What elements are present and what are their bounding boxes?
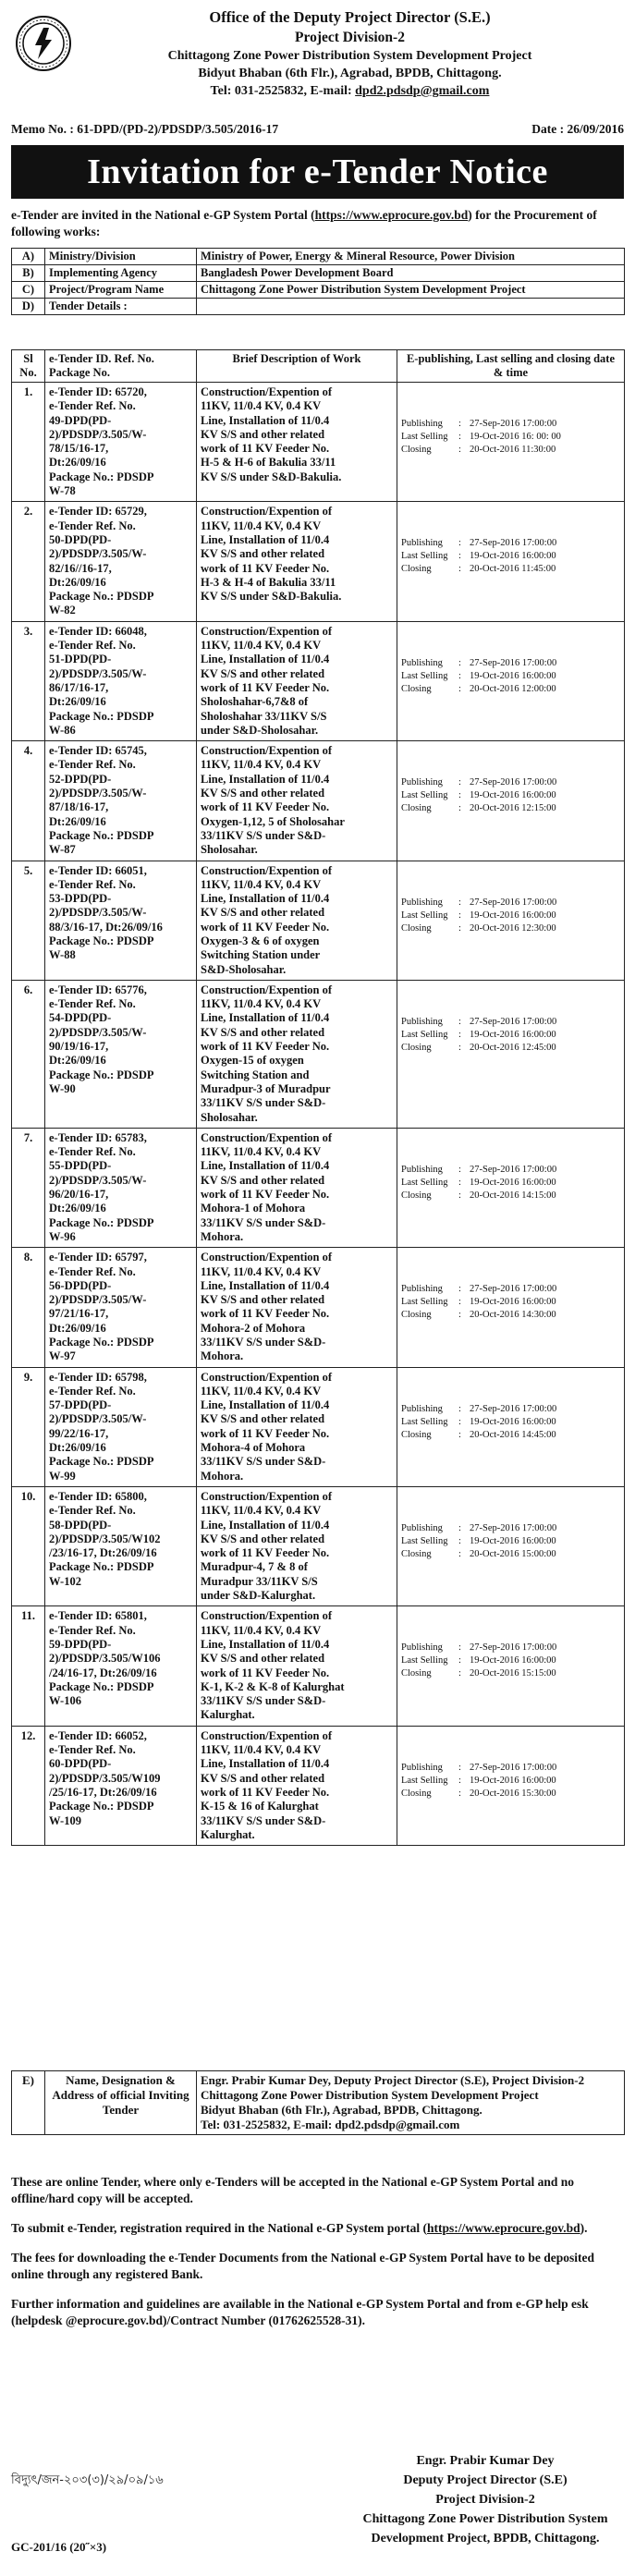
schedule-label: Publishing bbox=[401, 657, 443, 668]
schedule-value: 27-Sep-2016 17:00:00 bbox=[470, 419, 557, 429]
tender-schedule bbox=[397, 1606, 625, 1726]
schedule-last-selling bbox=[401, 1296, 620, 1309]
schedule-separator: : bbox=[458, 790, 461, 801]
schedule-value: 19-Oct-2016 16:00:00 bbox=[470, 551, 556, 562]
signatory-name: Engr. Prabir Kumar Dey bbox=[416, 2454, 555, 2468]
schedule-last-selling bbox=[401, 1029, 620, 1042]
col-header-ref: e-Tender ID. Ref. No. Package No. bbox=[45, 350, 197, 383]
tender-schedule bbox=[397, 1248, 625, 1367]
schedule-label: Closing bbox=[401, 1042, 432, 1053]
schedule-label: Publishing bbox=[401, 1762, 443, 1773]
info-table-body bbox=[12, 249, 625, 315]
info-key: B) bbox=[12, 265, 45, 282]
handwritten-ref-note: বিদ্যুৎ/জন-২০৩(৩)/২৯/০৯/১৬ bbox=[11, 2473, 164, 2487]
schedule-last-selling bbox=[401, 789, 620, 802]
tender-row bbox=[12, 861, 625, 980]
schedule-value: 19-Oct-2016 16:00:00 bbox=[470, 790, 556, 801]
tender-sl: 7. bbox=[12, 1128, 45, 1247]
schedule-label: Closing bbox=[401, 564, 432, 575]
schedule-separator: : bbox=[458, 445, 461, 455]
note-helpdesk: Further information and guidelines are available in the National e-GP System Portal and from e-GP help esk (helpdesk @eprocure.gov.bd)/Contract Number (01762625528-31). bbox=[11, 2297, 589, 2327]
schedule-last-selling bbox=[401, 1416, 620, 1429]
note-registration-end: ). bbox=[580, 2221, 588, 2235]
tender-row bbox=[12, 621, 625, 740]
schedule-label: Closing bbox=[401, 1310, 432, 1321]
schedule-publishing bbox=[401, 1283, 620, 1296]
schedule-separator: : bbox=[458, 1403, 461, 1414]
tender-row bbox=[12, 502, 625, 621]
schedule-closing bbox=[401, 922, 620, 935]
schedule-label: Publishing bbox=[401, 1016, 443, 1027]
tender-sl: 12. bbox=[12, 1726, 45, 1845]
tender-sl: 5. bbox=[12, 861, 45, 980]
schedule-publishing bbox=[401, 418, 620, 431]
schedule-publishing bbox=[401, 1522, 620, 1535]
schedule-closing bbox=[401, 1309, 620, 1322]
schedule-label: Closing bbox=[401, 683, 432, 694]
schedule-value: 19-Oct-2016 16: 00: 00 bbox=[470, 432, 561, 442]
note-registration-link[interactable]: https://www.eprocure.gov.bd bbox=[427, 2221, 580, 2235]
tender-schedule bbox=[397, 741, 625, 861]
schedule-label: Publishing bbox=[401, 419, 443, 429]
tender-ref: e-Tender ID: 65729, e-Tender Ref. No. 50-DPD(PD- 2)/PDSDP/3.505/W- 82/16//16-17, Dt:26/09/16 Package No.: PDSDP W-82 bbox=[45, 502, 197, 621]
office-email: dpd2.pdsdp@gmail.com bbox=[355, 84, 490, 98]
schedule-closing bbox=[401, 1190, 620, 1203]
tender-row bbox=[12, 1367, 625, 1486]
info-label: Tender Details : bbox=[45, 299, 197, 315]
info-label: Ministry/Division bbox=[45, 249, 197, 265]
schedule-separator: : bbox=[458, 670, 461, 681]
project-name: Chittagong Zone Power Distribution System Development Project bbox=[167, 49, 532, 63]
schedule-value: 27-Sep-2016 17:00:00 bbox=[470, 1642, 557, 1654]
tender-description: Construction/Expention of 11KV, 11/0.4 KV, 0.4 KV Line, Installation of 11/0.4 KV S/S and other related work of 11 KV Feeder No. K-15 & 16 of Kalurghat 33/11KV S/S under S&D- Kalurghat. bbox=[197, 1726, 397, 1845]
info-key: D) bbox=[12, 299, 45, 315]
tender-ref: e-Tender ID: 66052, e-Tender Ref. No. 60-DPD(PD- 2)/PDSDP/3.505/W109 /25/16-17, Dt:26/09/16 Package No.: PDSDP W-109 bbox=[45, 1726, 197, 1845]
schedule-label: Closing bbox=[401, 922, 432, 934]
bpdb-logo-icon bbox=[15, 15, 72, 72]
schedule-separator: : bbox=[458, 1788, 461, 1799]
tender-description: Construction/Expention of 11KV, 11/0.4 KV, 0.4 KV Line, Installation of 11/0.4 KV S/S and other related work of 11 KV Feeder No. K-1, K-2 & K-8 of Kalurghat 33/11KV S/S under S&D- Kalurghat. bbox=[197, 1606, 397, 1726]
schedule-value: 20-Oct-2016 11:45:00 bbox=[470, 564, 556, 575]
schedule-closing bbox=[401, 1667, 620, 1680]
schedule-separator: : bbox=[458, 1429, 461, 1440]
schedule-label: Closing bbox=[401, 1190, 432, 1201]
info-key: C) bbox=[12, 282, 45, 299]
schedule-separator: : bbox=[458, 1297, 461, 1308]
schedule-last-selling bbox=[401, 431, 620, 444]
schedule-value: 20-Oct-2016 14:30:00 bbox=[470, 1310, 556, 1321]
schedule-label: Publishing bbox=[401, 1642, 443, 1654]
tender-ref: e-Tender ID: 65801, e-Tender Ref. No. 59-DPD(PD- 2)/PDSDP/3.505/W106 /24/16-17, Dt:26/09/16 Package No.: PDSDP W-106 bbox=[45, 1606, 197, 1726]
schedule-last-selling bbox=[401, 1535, 620, 1548]
official-details bbox=[197, 2071, 625, 2135]
schedule-separator: : bbox=[458, 1762, 461, 1773]
division-name: Project Division-2 bbox=[295, 30, 405, 45]
eprocure-link[interactable]: https://www.eprocure.gov.bd bbox=[314, 208, 469, 222]
note-registration-text: To submit e-Tender, registration required in the National e-GP System portal ( bbox=[11, 2221, 428, 2235]
schedule-last-selling bbox=[401, 670, 620, 683]
schedule-value: 27-Sep-2016 17:00:00 bbox=[470, 1522, 557, 1533]
info-row bbox=[12, 249, 625, 265]
schedule-closing bbox=[401, 1788, 620, 1801]
tender-ref: e-Tender ID: 65797, e-Tender Ref. No. 56-DPD(PD- 2)/PDSDP/3.505/W- 97/21/16-17, Dt:26/09/16 Package No.: PDSDP W-97 bbox=[45, 1248, 197, 1367]
tender-description: Construction/Expention of 11KV, 11/0.4 KV, 0.4 KV Line, Installation of 11/0.4 KV S/S and other related work of 11 KV Feeder No. Mohora-4 of Mohora 33/11KV S/S under S&D- Mohora. bbox=[197, 1367, 397, 1486]
signatory-project-1: Chittagong Zone Power Distribution System bbox=[362, 2512, 608, 2526]
schedule-value: 27-Sep-2016 17:00:00 bbox=[470, 1016, 557, 1027]
schedule-label: Publishing bbox=[401, 538, 443, 549]
tender-description: Construction/Expention of 11KV, 11/0.4 KV, 0.4 KV Line, Installation of 11/0.4 KV S/S and other related work of 11 KV Feeder No. Oxygen-15 of oxygen Switching Station and Muradpur-3 of Muradpur 33/11KV S/S under S&D- Sholosahar. bbox=[197, 980, 397, 1128]
schedule-value: 27-Sep-2016 17:00:00 bbox=[470, 1762, 557, 1773]
schedule-value: 20-Oct-2016 12:15:00 bbox=[470, 803, 556, 814]
info-label: Implementing Agency bbox=[45, 265, 197, 282]
schedule-separator: : bbox=[458, 564, 461, 575]
tender-description: Construction/Expention of 11KV, 11/0.4 KV, 0.4 KV Line, Installation of 11/0.4 KV S/S and other related work of 11 KV Feeder No. Mohora-1 of Mohora 33/11KV S/S under S&D- Mohora. bbox=[197, 1128, 397, 1247]
official-line-4: Tel: 031-2525832, E-mail: dpd2.pdsdp@gmail.com bbox=[201, 2118, 460, 2131]
schedule-value: 19-Oct-2016 16:00:00 bbox=[470, 1029, 556, 1040]
tender-description: Construction/Expention of 11KV, 11/0.4 KV, 0.4 KV Line, Installation of 11/0.4 KV S/S and other related work of 11 KV Feeder No. Sholoshahar-6,7&8 of Sholoshahar 33/11KV S/S under S&D-Sholosahar. bbox=[197, 621, 397, 740]
schedule-label: Last Selling bbox=[401, 1775, 448, 1786]
tender-ref: e-Tender ID: 65745, e-Tender Ref. No. 52-DPD(PD- 2)/PDSDP/3.505/W- 87/18/16-17, Dt:26/09/16 Package No.: PDSDP W-87 bbox=[45, 741, 197, 861]
tender-schedule bbox=[397, 980, 625, 1128]
schedule-separator: : bbox=[458, 910, 461, 921]
schedule-separator: : bbox=[458, 538, 461, 549]
schedule-value: 19-Oct-2016 16:00:00 bbox=[470, 1775, 556, 1786]
tender-schedule bbox=[397, 502, 625, 621]
schedule-last-selling bbox=[401, 550, 620, 563]
col-header-desc: Brief Description of Work bbox=[197, 350, 397, 383]
schedule-separator: : bbox=[458, 1655, 461, 1666]
schedule-separator: : bbox=[458, 1535, 461, 1546]
official-key: E) bbox=[12, 2071, 45, 2135]
tender-row bbox=[12, 383, 625, 502]
schedule-label: Last Selling bbox=[401, 790, 448, 801]
schedule-label: Last Selling bbox=[401, 1535, 448, 1546]
tender-schedule bbox=[397, 861, 625, 980]
schedule-separator: : bbox=[458, 897, 461, 908]
schedule-separator: : bbox=[458, 419, 461, 429]
schedule-separator: : bbox=[458, 551, 461, 562]
schedule-value: 20-Oct-2016 12:45:00 bbox=[470, 1042, 556, 1053]
schedule-last-selling bbox=[401, 1654, 620, 1667]
schedule-publishing bbox=[401, 1642, 620, 1654]
tender-row bbox=[12, 980, 625, 1128]
office-header bbox=[11, 7, 624, 122]
schedule-label: Closing bbox=[401, 1429, 432, 1440]
info-row bbox=[12, 265, 625, 282]
schedule-separator: : bbox=[458, 922, 461, 934]
official-label: Name, Designation & Address of official Inviting Tender bbox=[45, 2071, 197, 2135]
schedule-value: 27-Sep-2016 17:00:00 bbox=[470, 1403, 557, 1414]
info-key: A) bbox=[12, 249, 45, 265]
schedule-value: 27-Sep-2016 17:00:00 bbox=[470, 777, 557, 788]
schedule-label: Publishing bbox=[401, 1403, 443, 1414]
schedule-separator: : bbox=[458, 803, 461, 814]
schedule-label: Last Selling bbox=[401, 910, 448, 921]
schedule-separator: : bbox=[458, 777, 461, 788]
info-value: Bangladesh Power Development Board bbox=[197, 265, 625, 282]
signatory-division: Project Division-2 bbox=[435, 2493, 535, 2507]
header-text bbox=[76, 7, 624, 100]
schedule-closing bbox=[401, 802, 620, 815]
schedule-label: Last Selling bbox=[401, 1029, 448, 1040]
schedule-closing bbox=[401, 683, 620, 696]
schedule-value: 20-Oct-2016 15:00:00 bbox=[470, 1548, 556, 1559]
info-value bbox=[197, 299, 625, 315]
schedule-separator: : bbox=[458, 1522, 461, 1533]
schedule-separator: : bbox=[458, 1310, 461, 1321]
signatory-title: Deputy Project Director (S.E) bbox=[403, 2473, 568, 2487]
tender-row bbox=[12, 1128, 625, 1247]
tender-sl: 8. bbox=[12, 1248, 45, 1367]
schedule-label: Publishing bbox=[401, 897, 443, 908]
tender-sl: 3. bbox=[12, 621, 45, 740]
tender-ref: e-Tender ID: 65783, e-Tender Ref. No. 55-DPD(PD- 2)/PDSDP/3.505/W- 96/20/16-17, Dt:26/09/16 Package No.: PDSDP W-96 bbox=[45, 1128, 197, 1247]
schedule-separator: : bbox=[458, 1642, 461, 1654]
schedule-value: 20-Oct-2016 15:30:00 bbox=[470, 1788, 556, 1799]
gc-number: GC-201/16 (20˝×3) bbox=[11, 2540, 107, 2554]
tender-sl: 6. bbox=[12, 980, 45, 1128]
schedule-label: Publishing bbox=[401, 1164, 443, 1175]
note-fees: The fees for downloading the e-Tender Documents from the National e-GP System Portal have to be deposited online through any registered Bank. bbox=[11, 2251, 594, 2281]
office-tel: Tel: 031-2525832, E-mail: bbox=[210, 84, 356, 98]
tender-sl: 1. bbox=[12, 383, 45, 502]
schedule-label: Publishing bbox=[401, 777, 443, 788]
schedule-value: 19-Oct-2016 16:00:00 bbox=[470, 670, 556, 681]
schedule-label: Publishing bbox=[401, 1284, 443, 1295]
schedule-separator: : bbox=[458, 432, 461, 442]
schedule-value: 27-Sep-2016 17:00:00 bbox=[470, 1284, 557, 1295]
schedule-value: 27-Sep-2016 17:00:00 bbox=[470, 657, 557, 668]
info-row bbox=[12, 282, 625, 299]
schedule-label: Last Selling bbox=[401, 1416, 448, 1427]
intro-before: e-Tender are invited in the National e-GP System Portal ( bbox=[11, 208, 315, 222]
tender-row bbox=[12, 1248, 625, 1367]
schedule-value: 27-Sep-2016 17:00:00 bbox=[470, 1164, 557, 1175]
schedule-value: 19-Oct-2016 16:00:00 bbox=[470, 1416, 556, 1427]
tender-ref: e-Tender ID: 65720, e-Tender Ref. No. 49-DPD(PD- 2)/PDSDP/3.505/W- 78/15/16-17, Dt:26/09/16 Package No.: PDSDP W-78 bbox=[45, 383, 197, 502]
official-line-3: Bidyut Bhaban (6th Flr.), Agrabad, BPDB, Chittagong. bbox=[201, 2103, 482, 2117]
schedule-label: Closing bbox=[401, 803, 432, 814]
info-value: Chittagong Zone Power Distribution System Development Project bbox=[197, 282, 625, 299]
schedule-label: Last Selling bbox=[401, 432, 448, 442]
schedule-label: Closing bbox=[401, 1668, 432, 1679]
tender-sl: 11. bbox=[12, 1606, 45, 1726]
tender-row bbox=[12, 741, 625, 861]
info-table bbox=[11, 248, 625, 315]
schedule-separator: : bbox=[458, 1284, 461, 1295]
tender-table-header bbox=[12, 350, 625, 383]
schedule-publishing bbox=[401, 1016, 620, 1029]
schedule-separator: : bbox=[458, 683, 461, 694]
notes-section bbox=[11, 2174, 624, 2342]
schedule-publishing bbox=[401, 1762, 620, 1775]
tender-schedule bbox=[397, 621, 625, 740]
col-header-pub: E-publishing, Last selling and closing date & time bbox=[397, 350, 625, 383]
tender-sl: 2. bbox=[12, 502, 45, 621]
schedule-label: Closing bbox=[401, 1548, 432, 1559]
info-row bbox=[12, 299, 625, 315]
tender-sl: 10. bbox=[12, 1486, 45, 1605]
tender-description: Construction/Expention of 11KV, 11/0.4 KV, 0.4 KV Line, Installation of 11/0.4 KV S/S and other related work of 11 KV Feeder No. Mohora-2 of Mohora 33/11KV S/S under S&D- Mohora. bbox=[197, 1248, 397, 1367]
schedule-value: 20-Oct-2016 14:45:00 bbox=[470, 1429, 556, 1440]
tender-row bbox=[12, 1486, 625, 1605]
schedule-label: Publishing bbox=[401, 1522, 443, 1533]
schedule-value: 19-Oct-2016 16:00:00 bbox=[470, 1297, 556, 1308]
tender-ref: e-Tender ID: 65800, e-Tender Ref. No. 58-DPD(PD- 2)/PDSDP/3.505/W102 /23/16-17, Dt:26/09/16 Package No.: PDSDP W-102 bbox=[45, 1486, 197, 1605]
schedule-value: 19-Oct-2016 16:00:00 bbox=[470, 1655, 556, 1666]
tender-schedule bbox=[397, 383, 625, 502]
schedule-label: Closing bbox=[401, 1788, 432, 1799]
note-online-only: These are online Tender, where only e-Tenders will be accepted in the National e-GP System Portal and no offline/hard copy will be accepted. bbox=[11, 2175, 575, 2205]
tender-row bbox=[12, 1606, 625, 1726]
schedule-value: 20-Oct-2016 12:30:00 bbox=[470, 922, 556, 934]
official-row bbox=[12, 2071, 625, 2135]
schedule-separator: : bbox=[458, 657, 461, 668]
tender-table bbox=[11, 349, 625, 1846]
tender-schedule bbox=[397, 1367, 625, 1486]
schedule-closing bbox=[401, 1548, 620, 1561]
tender-ref: e-Tender ID: 65776, e-Tender Ref. No. 54-DPD(PD- 2)/PDSDP/3.505/W- 90/19/16-17, Dt:26/09/16 Package No.: PDSDP W-90 bbox=[45, 980, 197, 1128]
memo-row bbox=[11, 122, 624, 140]
schedule-last-selling bbox=[401, 1775, 620, 1788]
signatory-project-2: Development Project, BPDB, Chittagong. bbox=[371, 2532, 600, 2545]
schedule-value: 20-Oct-2016 14:15:00 bbox=[470, 1190, 556, 1201]
tender-description: Construction/Expention of 11KV, 11/0.4 KV, 0.4 KV Line, Installation of 11/0.4 KV S/S and other related work of 11 KV Feeder No. H-3 & H-4 of Bakulia 33/11 KV S/S under S&D-Bakulia. bbox=[197, 502, 397, 621]
schedule-separator: : bbox=[458, 1177, 461, 1188]
schedule-publishing bbox=[401, 537, 620, 550]
tender-row bbox=[12, 1726, 625, 1845]
tender-ref: e-Tender ID: 66051, e-Tender Ref. No. 53-DPD(PD- 2)/PDSDP/3.505/W- 88/3/16-17, Dt:26/09/16 Package No.: PDSDP W-88 bbox=[45, 861, 197, 980]
schedule-separator: : bbox=[458, 1164, 461, 1175]
schedule-closing bbox=[401, 563, 620, 576]
intro-text bbox=[11, 207, 624, 240]
office-contact bbox=[76, 82, 624, 100]
official-table bbox=[11, 2070, 625, 2135]
schedule-separator: : bbox=[458, 1016, 461, 1027]
schedule-separator: : bbox=[458, 1775, 461, 1786]
schedule-value: 20-Oct-2016 12:00:00 bbox=[470, 683, 556, 694]
tender-ref: e-Tender ID: 66048, e-Tender Ref. No. 51-DPD(PD- 2)/PDSDP/3.505/W- 86/17/16-17, Dt:26/09/16 Package No.: PDSDP W-86 bbox=[45, 621, 197, 740]
schedule-label: Closing bbox=[401, 445, 432, 455]
tender-sl: 4. bbox=[12, 741, 45, 861]
schedule-closing bbox=[401, 1042, 620, 1055]
schedule-separator: : bbox=[458, 1029, 461, 1040]
tender-schedule bbox=[397, 1726, 625, 1845]
schedule-label: Last Selling bbox=[401, 551, 448, 562]
info-label: Project/Program Name bbox=[45, 282, 197, 299]
tender-description: Construction/Expention of 11KV, 11/0.4 KV, 0.4 KV Line, Installation of 11/0.4 KV S/S and other related work of 11 KV Feeder No. H-5 & H-6 of Bakulia 33/11 KV S/S under S&D-Bakulia. bbox=[197, 383, 397, 502]
schedule-value: 19-Oct-2016 16:00:00 bbox=[470, 1177, 556, 1188]
note-registration bbox=[11, 2220, 624, 2237]
tender-description: Construction/Expention of 11KV, 11/0.4 KV, 0.4 KV Line, Installation of 11/0.4 KV S/S and other related work of 11 KV Feeder No. Oxygen-3 & 6 of oxygen Switching Station under S&D-Sholosahar. bbox=[197, 861, 397, 980]
info-value: Ministry of Power, Energy & Mineral Resource, Power Division bbox=[197, 249, 625, 265]
memo-number: Memo No. : 61-DPD/(PD-2)/PDSDP/3.505/2016-17 bbox=[11, 122, 279, 136]
schedule-separator: : bbox=[458, 1416, 461, 1427]
official-line-2: Chittagong Zone Power Distribution System Development Project bbox=[201, 2088, 539, 2102]
schedule-value: 19-Oct-2016 16:00:00 bbox=[470, 1535, 556, 1546]
tender-schedule bbox=[397, 1128, 625, 1247]
schedule-label: Last Selling bbox=[401, 670, 448, 681]
tender-ref: e-Tender ID: 65798, e-Tender Ref. No. 57-DPD(PD- 2)/PDSDP/3.505/W- 99/22/16-17, Dt:26/09/16 Package No.: PDSDP W-99 bbox=[45, 1367, 197, 1486]
schedule-closing bbox=[401, 444, 620, 457]
signature-block bbox=[347, 2451, 624, 2548]
schedule-publishing bbox=[401, 897, 620, 910]
schedule-value: 27-Sep-2016 17:00:00 bbox=[470, 538, 557, 549]
schedule-value: 20-Oct-2016 11:30:00 bbox=[470, 445, 556, 455]
col-header-sl: Sl No. bbox=[12, 350, 45, 383]
tender-description: Construction/Expention of 11KV, 11/0.4 KV, 0.4 KV Line, Installation of 11/0.4 KV S/S and other related work of 11 KV Feeder No. Muradpur-4, 7 & 8 of Muradpur 33/11KV S/S under S&D-Kalurghat. bbox=[197, 1486, 397, 1605]
schedule-publishing bbox=[401, 1403, 620, 1416]
schedule-value: 20-Oct-2016 15:15:00 bbox=[470, 1668, 556, 1679]
schedule-separator: : bbox=[458, 1042, 461, 1053]
schedule-separator: : bbox=[458, 1668, 461, 1679]
official-line-1: Engr. Prabir Kumar Dey, Deputy Project Director (S.E), Project Division-2 bbox=[201, 2073, 585, 2087]
schedule-separator: : bbox=[458, 1548, 461, 1559]
schedule-value: 19-Oct-2016 16:00:00 bbox=[470, 910, 556, 921]
schedule-publishing bbox=[401, 776, 620, 789]
schedule-publishing bbox=[401, 1164, 620, 1177]
schedule-last-selling bbox=[401, 910, 620, 922]
schedule-closing bbox=[401, 1429, 620, 1442]
office-name: Office of the Deputy Project Director (S.E.) bbox=[209, 8, 491, 26]
schedule-label: Last Selling bbox=[401, 1655, 448, 1666]
tender-description: Construction/Expention of 11KV, 11/0.4 KV, 0.4 KV Line, Installation of 11/0.4 KV S/S and other related work of 11 KV Feeder No. Oxygen-1,12, 5 of Sholosahar 33/11KV S/S under S&D- Sholosahar. bbox=[197, 741, 397, 861]
schedule-value: 27-Sep-2016 17:00:00 bbox=[470, 897, 557, 908]
schedule-last-selling bbox=[401, 1177, 620, 1190]
schedule-label: Last Selling bbox=[401, 1297, 448, 1308]
schedule-separator: : bbox=[458, 1190, 461, 1201]
schedule-label: Last Selling bbox=[401, 1177, 448, 1188]
intro-after: ) for the Procurement of following works: bbox=[11, 208, 597, 238]
tender-sl: 9. bbox=[12, 1367, 45, 1486]
tender-schedule bbox=[397, 1486, 625, 1605]
schedule-publishing bbox=[401, 657, 620, 670]
office-address: Bidyut Bhaban (6th Flr.), Agrabad, BPDB, Chittagong. bbox=[198, 67, 502, 80]
tender-table-body bbox=[12, 383, 625, 1846]
notice-title-banner: Invitation for e-Tender Notice bbox=[11, 145, 624, 199]
memo-date: Date : 26/09/2016 bbox=[531, 122, 624, 136]
